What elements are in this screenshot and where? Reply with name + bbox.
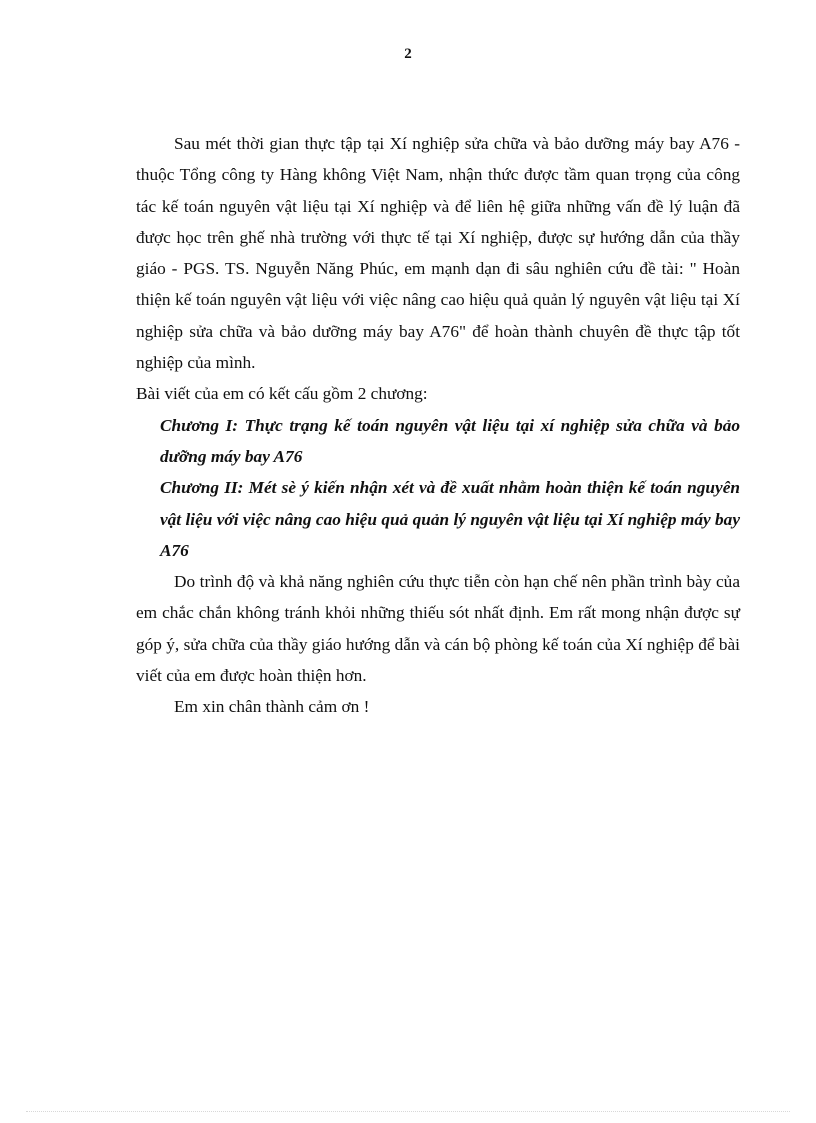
page-bottom-divider — [26, 1111, 790, 1112]
intro-paragraph: Sau mét thời gian thực tập tại Xí nghiệp sửa chữa và bảo dưỡng máy bay A76 - thuộc Tổng công ty Hàng không Việt Nam, nhận thức được tầm quan trọng của công tác kế toán nguyên vật liệu tại Xí nghiệp và để liên hệ giữa những vấn đề lý luận đã được học trên ghế nhà trường với thực tế tại Xí nghiệp, được sự hướng dẫn của thầy giáo - PGS. TS. Nguyễn Năng Phúc, em mạnh dạn đi sâu nghiên cứu đề tài: " Hoàn thiện kế toán nguyên vật liệu với việc nâng cao hiệu quả quản lý nguyên vật liệu tại Xí nghiệp sửa chữa và bảo dưỡng máy bay A76" để hoàn thành chuyên đề thực tập tốt nghiệp của mình. — [136, 134, 740, 373]
document-body — [136, 128, 740, 723]
chapter-1-heading: Chương I: Thực trạng kế toán nguyên vật liệu tại xí nghiệp sửa chữa và bảo dưỡng máy bay A76 — [160, 415, 740, 466]
limitations-paragraph: Do trình độ và khả năng nghiên cứu thực tiễn còn hạn chế nên phần trình bày của em chắc chắn không tránh khỏi những thiếu sót nhất định. Em rất mong nhận được sự góp ý, sửa chữa của thầy giáo hướng dẫn và cán bộ phòng kế toán của Xí nghiệp để bài viết của em được hoàn thiện hơn. — [136, 572, 740, 686]
structure-line: Bài viết của em có kết cấu gồm 2 chương: — [136, 384, 428, 404]
closing-line: Em xin chân thành cảm ơn ! — [174, 697, 370, 717]
chapter-2-heading: Chương II: Mét sè ý kiến nhận xét và đề xuất nhằm hoàn thiện kế toán nguyên vật liệu với việc nâng cao hiệu quả quản lý nguyên vật liệu tại Xí nghiệp máy bay A76 — [160, 478, 740, 560]
page-number: 2 — [404, 46, 412, 62]
